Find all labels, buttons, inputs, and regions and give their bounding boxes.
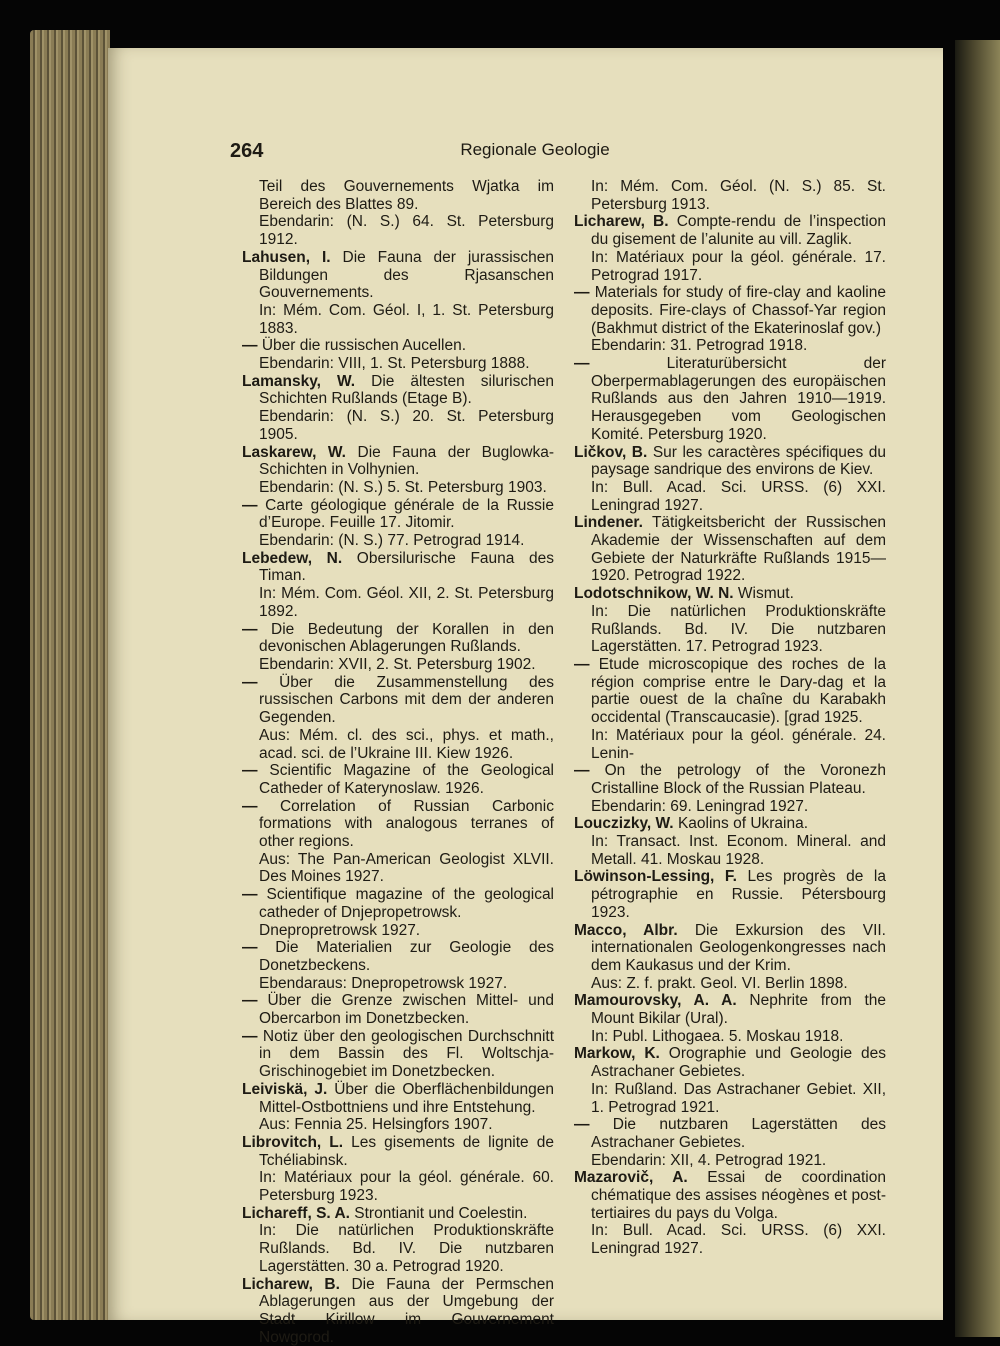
bibliography-entry — [242, 762, 554, 797]
bibliography-entry — [242, 621, 554, 656]
entry-author: — — [242, 762, 258, 780]
entry-source: Ebendarin: (N. S.) 77. Petrograd 1914. — [259, 532, 525, 550]
entry-source: Aus: The Pan-American Geologist XLVII. Des Moines 1927. — [259, 850, 554, 886]
bibliography-entry — [242, 1276, 554, 1346]
bibliography-entry — [242, 373, 554, 408]
entry-source: In: Mém. Com. Géol. I, 1. St. Petersburg 1883. — [259, 301, 554, 337]
entry-source: In: Matériaux pour la géol. générale. 60. Petersburg 1923. — [259, 1169, 554, 1205]
bibliography-entry — [574, 1045, 886, 1080]
entry-title: Die Fauna der Permschen Ablagerungen aus der Umgebung der Stadt Kirillow im Gouvernement Nowgorod. — [259, 1275, 554, 1346]
entry-source: Ebendarin: (N. S.) 20. St. Petersburg 1905. — [259, 408, 554, 443]
entry-title: Les gisements de lignite de Tchéliabinsk. — [259, 1133, 554, 1169]
entry-source: In: Matériaux pour la géol. générale. 24. Lenin- — [591, 726, 886, 762]
entry-title: On the petrology of the Voronezh Cristalline Block of the Russian Plateau. — [591, 762, 886, 797]
entry-title: Über die Oberflächenbildungen Mittel-Ostbottniens und ihre Entstehung. — [259, 1080, 554, 1116]
entry-author: Leiviskä, J. — [242, 1080, 328, 1098]
entry-source: In: Mém. Com. Géol. XII, 2. St. Petersburg 1892. — [259, 585, 554, 620]
entry-author: Macco, Albr. — [574, 921, 678, 939]
entry-author: Mazarovič, A. — [574, 1169, 688, 1187]
entry-source: In: Bull. Acad. Sci. URSS. (6) XXI. Leningrad 1927. — [591, 1222, 886, 1258]
entry-author: — — [242, 992, 258, 1010]
entry-source: In: Publ. Lithogaea. 5. Moskau 1918. — [591, 1027, 844, 1045]
entry-title: Die Fauna der Buglowka-Schichten in Volhynien. — [259, 443, 554, 479]
entry-author: — — [242, 620, 258, 638]
entry-title: Obersilurische Fauna des Timan. — [259, 549, 554, 585]
entry-author: — — [242, 673, 258, 691]
entry-title: Die Bedeutung der Korallen in den devonischen Ablagerungen Rußlands. — [259, 620, 554, 656]
right-column — [574, 178, 886, 1258]
bibliography-entry — [242, 886, 554, 921]
entry-author: Licharew, B. — [574, 213, 669, 231]
entry-author: — — [574, 655, 590, 673]
entry-title: Über die Grenze zwischen Mittel- und Obercarbon im Donetzbecken. — [259, 992, 554, 1028]
entry-author: Lindener. — [574, 514, 643, 532]
bibliography-entry — [242, 444, 554, 479]
bibliography-entry — [242, 1028, 554, 1081]
bibliography-entry — [242, 1134, 554, 1169]
bibliography-entry — [574, 585, 886, 603]
entry-title: Die ältesten silurischen Schichten Rußlands (Etage B). — [259, 372, 554, 408]
entry-title: Literaturübersicht der Oberpermablagerungen des europäischen Rußlands aus den Jahren 1910—1919. Herausgegeben vom Geologischen Komité. Petersburg 1920. — [591, 355, 886, 443]
bibliography-entry — [242, 550, 554, 585]
entry-source: Ebendarin: 31. Petrograd 1918. — [591, 337, 808, 355]
entry-author: — — [242, 797, 258, 815]
entry-title: Die Materialien zur Geologie des Donetzbeckens. — [259, 939, 554, 974]
entry-author: — — [574, 284, 590, 302]
entry-title: Wismut. — [737, 585, 794, 603]
entry-title: Materials for study of fire-clay and kaoline deposits. Fire-clays of Chassof-Yar region (Bakhmut district of the Ekaterinoslaf gov.) — [591, 284, 886, 337]
entry-source: In: Mém. Com. Géol. (N. S.) 85. St. Petersburg 1913. — [591, 178, 886, 213]
entry-author: Markow, K. — [574, 1045, 660, 1063]
entry-title: Les progrès de la pétrographie en Russie. Pétersbourg 1923. — [591, 868, 886, 921]
bibliography-entry — [574, 444, 886, 479]
bibliography-entry — [574, 213, 886, 248]
entry-title: Scientifique magazine of the geological catheder of Dnjepropetrowsk. — [259, 886, 555, 921]
running-title: Regionale Geologie — [460, 140, 610, 159]
bibliography-entry — [574, 1116, 886, 1151]
entry-author: — — [574, 1116, 590, 1134]
bibliography-entry — [242, 992, 554, 1027]
bibliography-entry — [574, 514, 886, 585]
entry-title: Correlation of Russian Carbonic formations with analogous terranes of other regions. — [259, 797, 554, 851]
entry-author: — — [242, 496, 258, 514]
bibliography-entry — [242, 497, 554, 532]
entry-title: Notiz über den geologischen Durchschnitt in dem Bassin des Fl. Woltschja-Grischinogebiet im Donetzbecken. — [259, 1027, 555, 1081]
entry-author: — — [242, 337, 258, 355]
entry-source: In: Die natürlichen Produktionskräfte Rußlands. Bd. IV. Die nutzbaren Lagerstätten. 30 a. Petrograd 1920. — [259, 1222, 554, 1275]
entry-title: Kaolins of Ukraina. — [677, 815, 809, 833]
bibliography-entry — [574, 992, 886, 1027]
entry-source: Ebendarin: XVII, 2. St. Petersburg 1902. — [259, 655, 536, 673]
entry-author: — — [242, 886, 258, 904]
bibliography-entry — [574, 1169, 886, 1222]
entry-author: — — [242, 939, 258, 957]
entry-source: Ebendarin: (N. S.) 5. St. Petersburg 1903. — [259, 478, 547, 496]
bibliography-entry — [242, 1081, 554, 1116]
entry-source: In: Die natürlichen Produktionskräfte Rußlands. Bd. IV. Die nutzbaren Lagerstätten. 17. Petrograd 1923. — [591, 602, 886, 656]
entry-title: Compte-rendu de l’inspection du gisement de l’alunite au vill. Zaglik. — [591, 213, 886, 249]
bibliography-entry — [574, 656, 886, 727]
entry-author: Löwinson-Lessing, F. — [574, 868, 737, 886]
entry-title: Über die Zusammenstellung des russischen Carbons mit dem der anderen Gegenden. — [259, 673, 555, 727]
bibliography-entry — [242, 798, 554, 851]
bibliography-entry — [242, 249, 554, 302]
entry-author: Laskarew, W. — [242, 443, 346, 461]
entry-source: Ebendaraus: Dnepropetrowsk 1927. — [259, 974, 508, 992]
entry-source: Aus: Fennia 25. Helsingfors 1907. — [259, 1116, 493, 1134]
entry-author: Lahusen, I. — [242, 248, 331, 266]
entry-author: — — [242, 1027, 258, 1045]
bibliography-entry — [574, 868, 886, 921]
entry-title: Die Exkursion des VII. internationalen Geologenkongresses nach dem Kaukasus und der Krim. — [591, 921, 886, 974]
facing-page-edge — [955, 40, 1000, 1337]
bibliography-entry — [242, 1205, 554, 1223]
entry-author: — — [574, 355, 590, 373]
entry-source: Aus: Z. f. prakt. Geol. VI. Berlin 1898. — [591, 974, 848, 992]
entry-source: In: Bull. Acad. Sci. URSS. (6) XXI. Leningrad 1927. — [591, 478, 886, 514]
entry-title: Orographie und Geologie des Astrachaner Gebietes. — [591, 1045, 886, 1081]
entry-source: In: Matériaux pour la géol. générale. 17. Petrograd 1917. — [591, 248, 886, 284]
bibliography-entry — [574, 284, 886, 337]
page-header — [230, 138, 800, 168]
book-page-edges — [30, 30, 110, 1320]
entry-author: Librovitch, L. — [242, 1133, 344, 1151]
bibliography-entry — [242, 337, 554, 355]
entry-title: Sur les caractères spécifiques du paysage sandrique des environs de Kiev. — [591, 443, 886, 479]
entry-source: Ebendarin: VIII, 1. St. Petersburg 1888. — [259, 355, 530, 373]
bibliography-entry — [574, 762, 886, 797]
entry-source: Aus: Mém. cl. des sci., phys. et math., acad. sci. de l’Ukraine III. Kiew 1926. — [259, 726, 554, 762]
entry-source: Ebendarin: 69. Leningrad 1927. — [591, 797, 809, 815]
entry-source: Ebendarin: (N. S.) 64. St. Petersburg 1912. — [259, 213, 554, 249]
left-column — [242, 178, 554, 1346]
entry-author: Mamourovsky, A. A. — [574, 992, 737, 1010]
entry-source: Ebendarin: XII, 4. Petrograd 1921. — [591, 1151, 827, 1169]
bibliography-entry — [574, 815, 886, 833]
entry-author: Ličkov, B. — [574, 443, 648, 461]
entry-author: Lamansky, W. — [242, 372, 356, 390]
entry-title: Strontianit und Coelestin. — [354, 1204, 528, 1222]
entry-title: Tätigkeitsbericht der Russischen Akademie der Wissenschaften auf dem Gebiete der Naturkräfte Rußlands 1915—1920. Petrograd 1922. — [591, 514, 886, 585]
entry-source: Dnepropretrowsk 1927. — [259, 921, 421, 939]
entry-continuation: Teil des Gouvernements Wjatka im Bereich des Blattes 89. — [259, 178, 554, 213]
entry-author: Lodotschnikow, W. N. — [574, 585, 734, 603]
entry-title: Carte géologique générale de la Russie d’Europe. Feuille 17. Jitomir. — [259, 496, 554, 532]
entry-author: Lichareff, S. A. — [242, 1204, 350, 1222]
entry-author: Licharew, B. — [242, 1275, 340, 1293]
page-number: 264 — [230, 140, 264, 162]
entry-source: In: Rußland. Das Astrachaner Gebiet. XII, 1. Petrograd 1921. — [591, 1080, 886, 1116]
entry-title: Die nutzbaren Lagerstätten des Astrachaner Gebietes. — [591, 1116, 887, 1151]
bibliography-entry — [242, 939, 554, 974]
entry-title: Über die russischen Aucellen. — [261, 337, 467, 355]
entry-author: Lebedew, N. — [242, 549, 343, 567]
entry-author: Louczizky, W. — [574, 815, 674, 833]
entry-title: Scientific Magazine of the Geological Catheder of Katerynoslaw. 1926. — [259, 762, 555, 797]
entry-title: Nephrite from the Mount Bikilar (Ural). — [591, 992, 886, 1028]
bibliography-entry — [574, 355, 886, 444]
entry-author: — — [574, 762, 590, 780]
entry-title: Etude microscopique des roches de la région comprise entre le Dary-dag et la partie ouest de la chaîne du Karabakh occidental (Transcaucasie). [grad 1925. — [591, 655, 886, 727]
bibliography-entry — [242, 674, 554, 727]
entry-source: In: Transact. Inst. Econom. Mineral. and Metall. 41. Moskau 1928. — [591, 833, 886, 868]
bibliography-entry — [574, 922, 886, 975]
entry-title: Die Fauna der jurassischen Bildungen des Rjasanschen Gouvernements. — [259, 248, 554, 302]
entry-title: Essai de coordination chématique des assises néogènes et post-tertiaires du pays du Volga. — [591, 1169, 886, 1222]
